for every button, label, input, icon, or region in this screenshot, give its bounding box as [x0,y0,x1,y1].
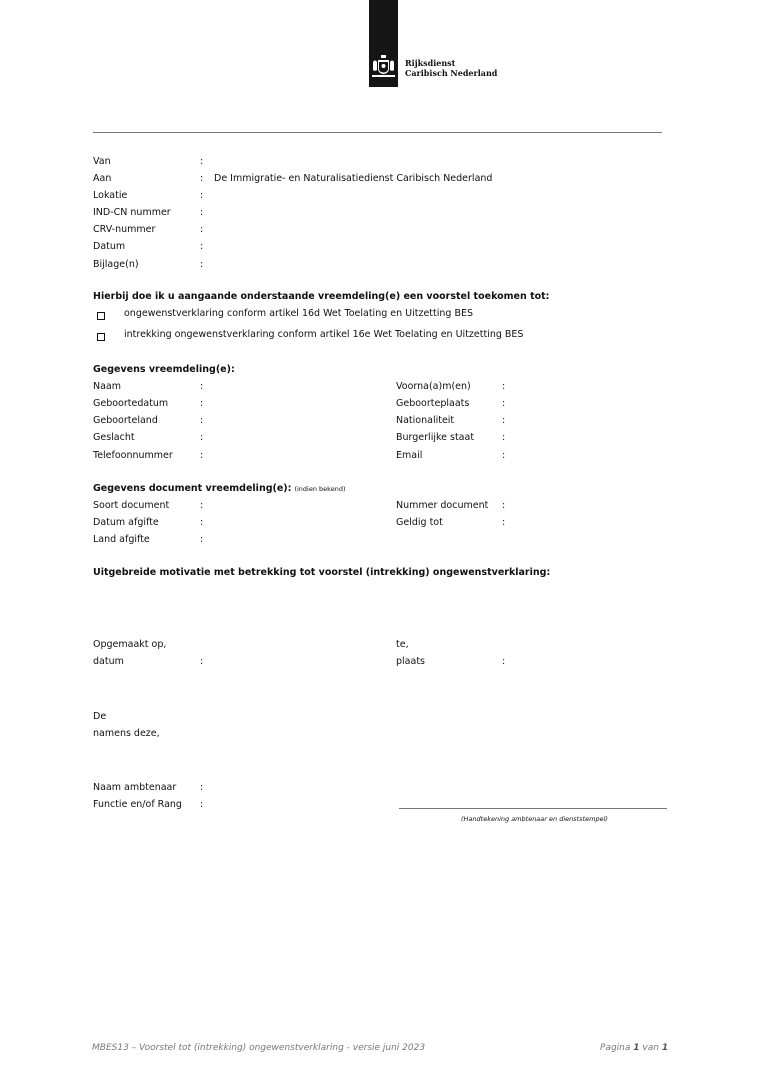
on-behalf-line-1: De [93,711,107,722]
footer-page-number: 1 [633,1043,640,1053]
field-label-aan: Aan [93,173,112,184]
field-colon: : [502,381,506,392]
document-label-datum-afgifte: Datum afgifte [93,517,159,528]
footer-doc-title: MBES13 – Voorstel tot (intrekking) ongewenstverklaring - versie juni 2023 [92,1043,426,1053]
person-label-email: Email [396,450,423,461]
person-label-geslacht: Geslacht [93,432,135,443]
proposal-heading: Hierbij doe ik u aangaande onderstaande vreemdeling(e) een voorstel toekomen tot: [93,291,550,302]
field-colon: : [200,224,204,235]
coat-of-arms-icon [369,0,398,87]
option-label-ongewenstverklaring: ongewenstverklaring conform artikel 16d Wet Toelating en Uitzetting BES [124,308,474,319]
field-label-datum: Datum [93,241,126,252]
signature-caption: (Handtekening ambtenaar en dienststempel) [461,815,608,823]
field-colon: : [502,415,506,426]
field-colon: : [200,782,204,793]
option-label-intrekking: intrekking ongewenstverklaring conform artikel 16e Wet Toelating en Uitzetting BES [124,329,524,340]
field-colon: : [200,799,204,810]
logo-text [405,58,497,78]
logo-line-1: Rijksdienst [405,58,456,68]
document-heading: Gegevens document vreemdeling(e): [93,483,292,494]
person-label-nationaliteit: Nationaliteit [396,415,455,426]
person-label-geboortedatum: Geboortedatum [93,398,169,409]
motivation-heading: Uitgebreide motivatie met betrekking tot voorstel (intrekking) ongewenstverklaring: [93,567,551,578]
field-colon: : [502,656,506,667]
field-colon: : [200,450,204,461]
field-colon: : [200,207,204,218]
field-value-aan[interactable]: De Immigratie- en Naturalisatiedienst Caribisch Nederland [214,173,493,184]
footer-page-word: Pagina [600,1043,631,1053]
header-rule [93,132,662,133]
field-colon: : [502,450,506,461]
made-up-date-label: datum [93,656,124,667]
field-colon: : [502,432,506,443]
field-colon: : [200,241,204,252]
field-colon: : [200,190,204,201]
field-colon: : [200,259,204,270]
field-colon: : [200,156,204,167]
field-label-lokatie: Lokatie [93,190,128,201]
field-colon: : [200,398,204,409]
field-colon: : [200,173,204,184]
document-label-soort: Soort document [93,500,170,511]
field-colon: : [502,517,506,528]
field-colon: : [502,500,506,511]
field-colon: : [200,500,204,511]
person-label-voornamen: Voorna(a)m(en) [396,381,471,392]
field-label-van: Van [93,156,111,167]
document-label-land-afgifte: Land afgifte [93,534,150,545]
option-checkbox-ongewenstverklaring[interactable] [97,312,105,320]
field-colon: : [200,656,204,667]
person-label-naam: Naam [93,381,122,392]
logo-bar [369,0,398,87]
footer-of-word: van [642,1043,659,1053]
on-behalf-line-2: namens deze, [93,728,160,739]
person-label-telefoonnummer: Telefoonnummer [93,450,173,461]
person-label-geboorteland: Geboorteland [93,415,158,426]
field-colon: : [200,534,204,545]
official-function-label: Functie en/of Rang [93,799,182,810]
option-checkbox-intrekking[interactable] [97,333,105,341]
document-heading-note: (indien bekend) [294,485,346,493]
document-heading-line [93,483,346,495]
document-label-nummer: Nummer document [396,500,489,511]
field-label-crv-nummer: CRV-nummer [93,224,156,235]
made-up-on-label: Opgemaakt op, [93,639,167,650]
field-colon: : [502,398,506,409]
official-name-label: Naam ambtenaar [93,782,177,793]
field-colon: : [200,415,204,426]
field-colon: : [200,432,204,443]
made-up-place-label: plaats [396,656,425,667]
signature-line[interactable] [399,808,667,809]
person-heading: Gegevens vreemdeling(e): [93,364,235,375]
field-colon: : [200,517,204,528]
footer-page-indicator [600,1043,668,1053]
person-label-burgerlijke-staat: Burgerlijke staat [396,432,475,443]
document-label-geldig-tot: Geldig tot [396,517,443,528]
made-up-at-label: te, [396,639,409,650]
field-label-bijlagen: Bijlage(n) [93,259,139,270]
footer-page-total: 1 [661,1043,669,1053]
logo-line-2: Caribisch Nederland [405,68,498,78]
field-label-ind-cn-nummer: IND-CN nummer [93,207,171,218]
field-colon: : [200,381,204,392]
person-label-geboorteplaats: Geboorteplaats [396,398,470,409]
